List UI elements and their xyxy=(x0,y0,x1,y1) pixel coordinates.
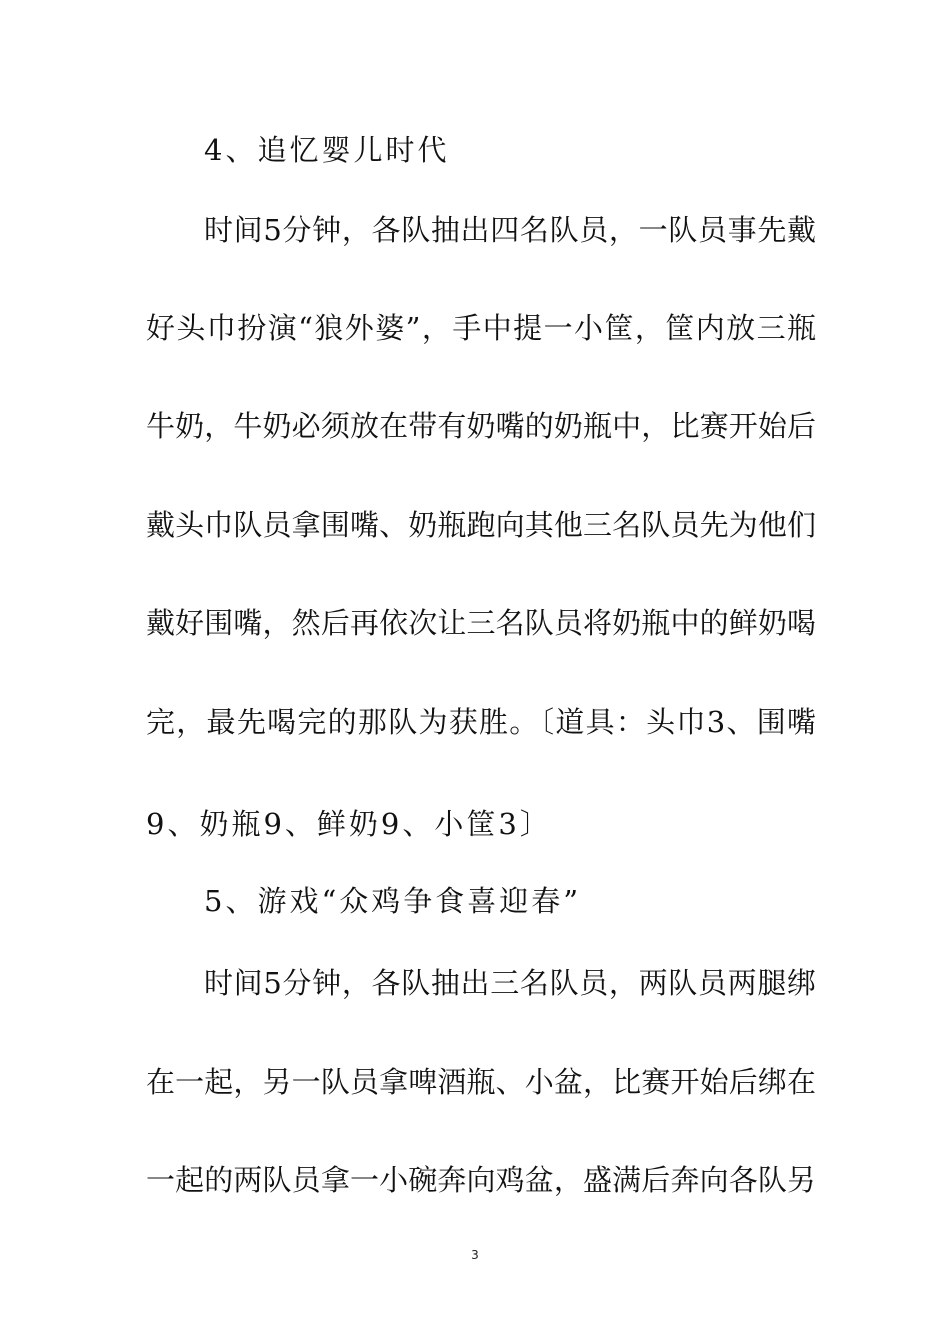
paragraph-line: 在一起，另一队员拿啤酒瓶、小盆，比赛开始后绑在 xyxy=(146,1065,816,1099)
paragraph-line: 时间5分钟，各队抽出三名队员，两队员两腿绑 xyxy=(204,966,816,1000)
section-heading-5: 5、游戏“众鸡争食喜迎春” xyxy=(204,884,582,918)
paragraph-line: 时间5分钟，各队抽出四名队员，一队员事先戴 xyxy=(204,213,816,247)
paragraph-line: 一起的两队员拿一小碗奔向鸡盆，盛满后奔向各队另 xyxy=(146,1163,816,1197)
paragraph-line: 牛奶，牛奶必须放在带有奶嘴的奶瓶中，比赛开始后 xyxy=(146,409,816,443)
paragraph-line: 戴头巾队员拿围嘴、奶瓶跑向其他三名队员先为他们 xyxy=(146,508,816,542)
page-number: 3 xyxy=(471,1248,479,1262)
paragraph-line: 完，最先喝完的那队为获胜。〔道具：头巾3、围嘴 xyxy=(146,705,816,739)
paragraph-line: 好头巾扮演“狼外婆”，手中提一小筐，筐内放三瓶 xyxy=(146,311,816,345)
section-heading-4: 4、追忆婴儿时代 xyxy=(204,133,450,167)
paragraph-line: 9、奶瓶9、鲜奶9、小筐3〕 xyxy=(146,807,552,841)
paragraph-line: 戴好围嘴，然后再依次让三名队员将奶瓶中的鲜奶喝 xyxy=(146,606,816,640)
